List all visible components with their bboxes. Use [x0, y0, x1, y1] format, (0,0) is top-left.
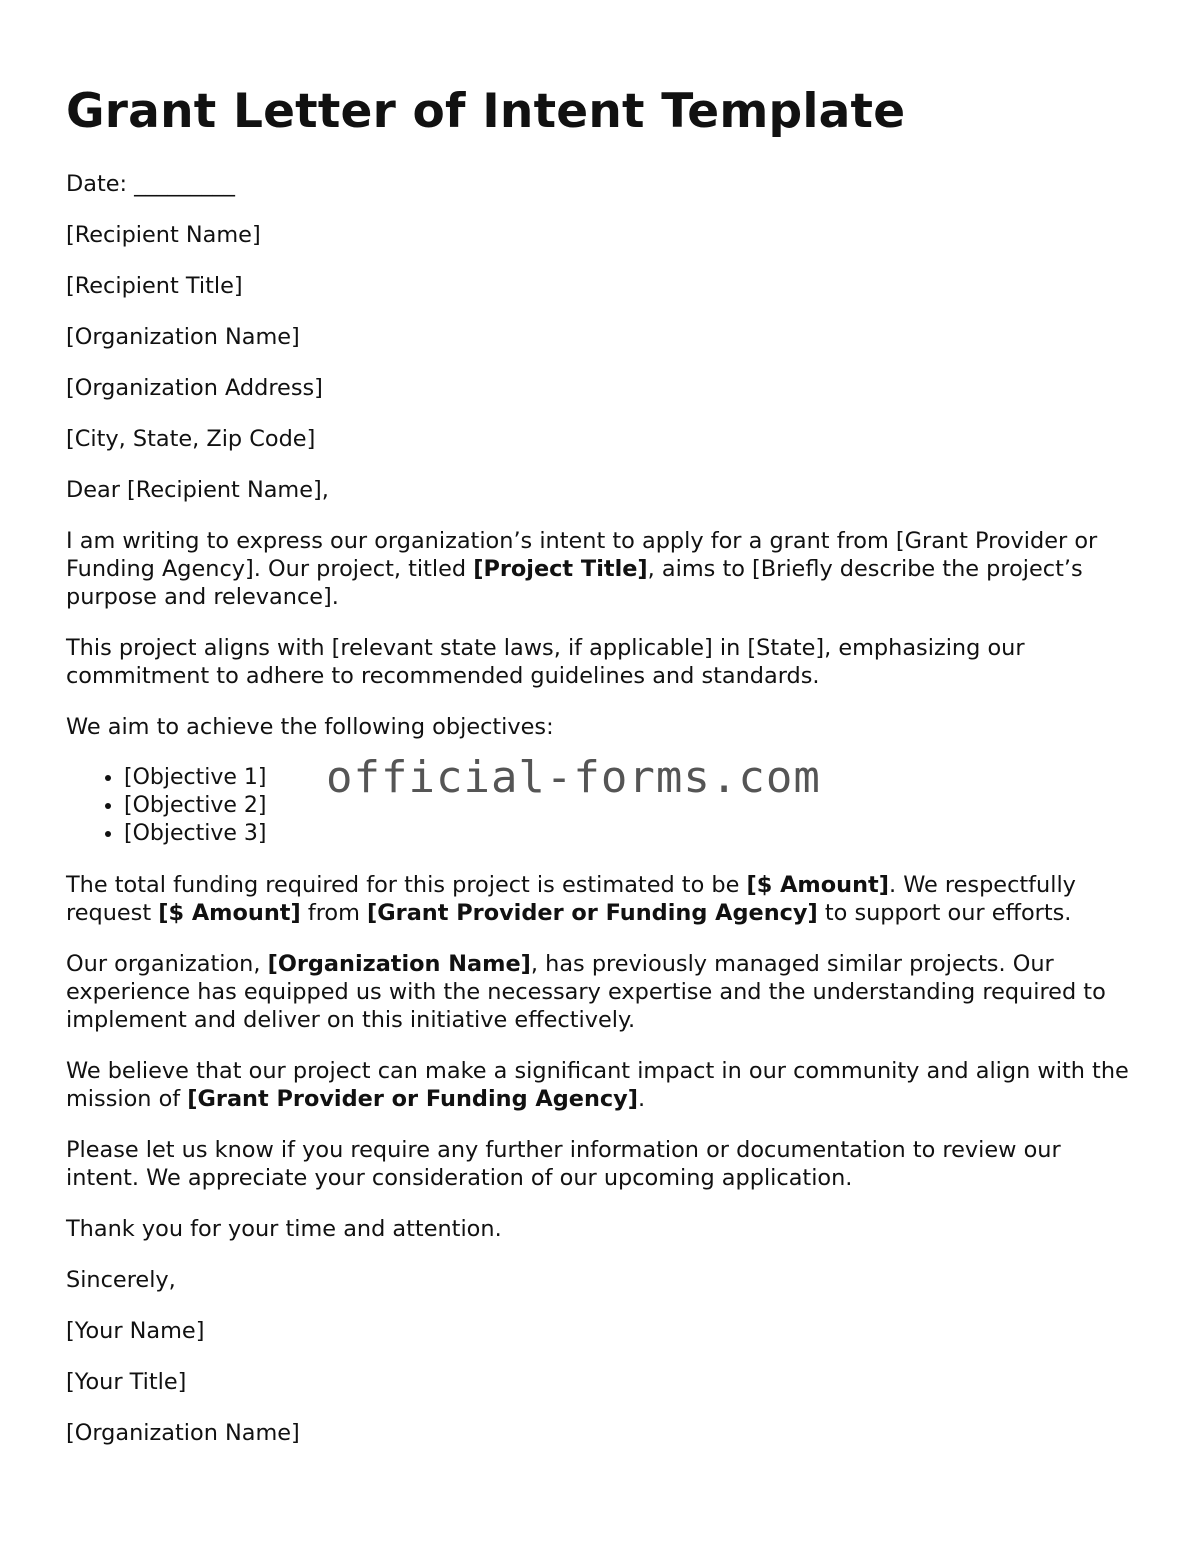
intent-text-c: , aims to [Briefly describe the project’s purpose and relevance].: [66, 556, 1083, 610]
grant-provider-placeholder: [Grant Provider or Funding Agency]: [367, 900, 818, 926]
signature-title: [Your Title]: [66, 1369, 187, 1395]
request-info-paragraph: Please let us know if you require any further information or documentation to review our intent. We appreciate your consideration of our upcoming application.: [66, 1137, 1061, 1191]
thanks-line: Thank you for your time and attention.: [66, 1216, 502, 1242]
salutation: Dear [Recipient Name],: [66, 477, 329, 503]
list-item: • [Objective 1]: [124, 764, 1136, 792]
grant-provider-placeholder: [Grant Provider or Funding Agency]: [187, 1086, 638, 1112]
signature-name: [Your Name]: [66, 1318, 205, 1344]
funding-text-e: from: [300, 900, 368, 926]
closing-line: Sincerely,: [66, 1267, 176, 1293]
signature-organization: [Organization Name]: [66, 1420, 300, 1446]
watermark: official-forms.com: [326, 752, 821, 803]
funding-text-c: . We respectfully request: [66, 872, 1076, 926]
letter-body: [66, 170, 1136, 1470]
intent-paragraph: [66, 527, 1136, 611]
amount-placeholder: [$ Amount]: [158, 900, 301, 926]
objectives-intro: We aim to achieve the following objectives:: [66, 714, 554, 740]
impact-text-a: We believe that our project can make a significant impact in our community and align with the mission of: [66, 1058, 1129, 1112]
intent-text-a: I am writing to express our organization’s intent to apply for a grant from [Grant Provider or Funding Agency]. Our project, titled: [66, 528, 1098, 582]
recipient-address: [Organization Address]: [66, 375, 323, 401]
amount-placeholder: [$ Amount]: [746, 872, 889, 898]
experience-text-a: Our organization,: [66, 951, 268, 977]
experience-paragraph: [66, 950, 1136, 1034]
experience-text-c: , has previously managed similar projects. Our experience has equipped us with the necessary expertise and the understanding required to implement and deliver on this initiative effectively.: [66, 951, 1106, 1033]
impact-paragraph: [66, 1057, 1136, 1113]
recipient-city-state-zip: [City, State, Zip Code]: [66, 426, 316, 452]
organization-name-placeholder: [Organization Name]: [267, 951, 531, 977]
page-title: Grant Letter of Intent Template: [66, 84, 906, 139]
list-item: • [Objective 3]: [124, 820, 1136, 848]
recipient-organization: [Organization Name]: [66, 324, 300, 350]
funding-paragraph: [66, 871, 1136, 927]
date-line: Date: _________: [66, 171, 235, 197]
project-title-placeholder: [Project Title]: [473, 556, 648, 582]
list-item: • [Objective 2]: [124, 792, 1136, 820]
funding-text-a: The total funding required for this project is estimated to be: [66, 872, 747, 898]
recipient-title: [Recipient Title]: [66, 273, 243, 299]
funding-text-g: to support our efforts.: [817, 900, 1072, 926]
impact-text-c: .: [637, 1086, 646, 1112]
alignment-paragraph: This project aligns with [relevant state laws, if applicable] in [State], emphasizing our commitment to adhere to recommended guidelines and standards.: [66, 635, 1025, 689]
recipient-name: [Recipient Name]: [66, 222, 261, 248]
